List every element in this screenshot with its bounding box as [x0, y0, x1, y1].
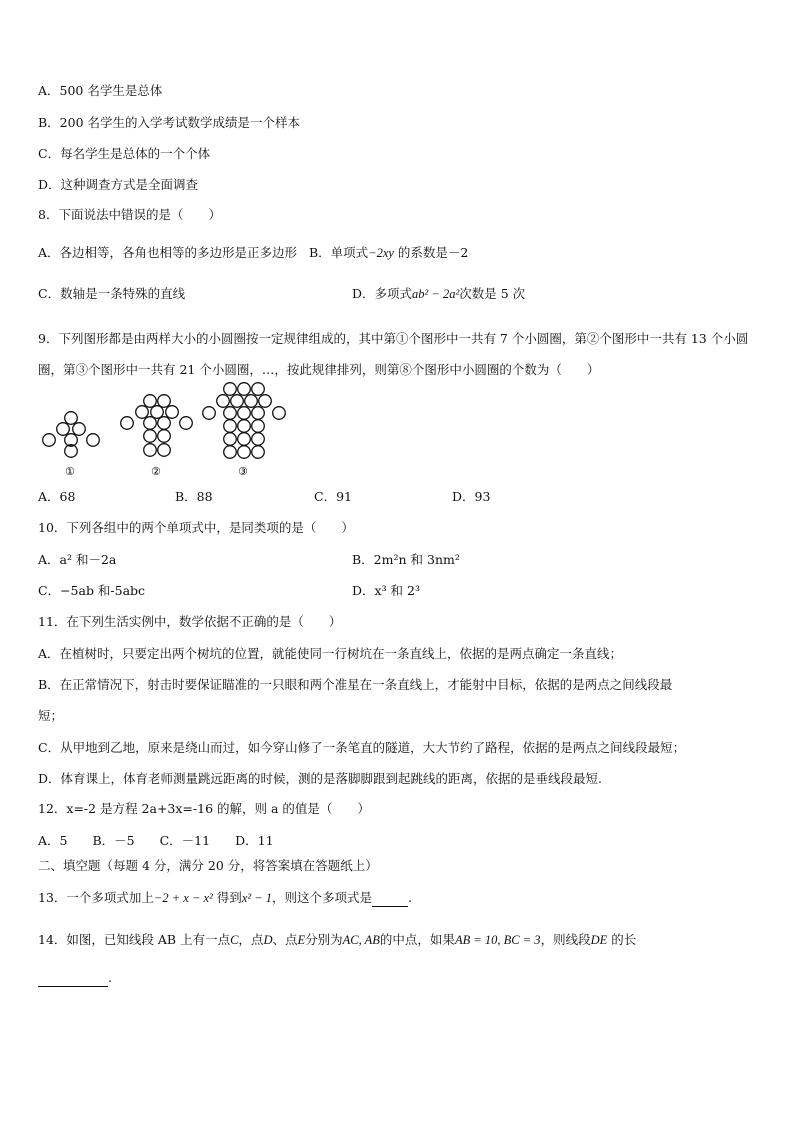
q7-option-d: D．这种调查方式是全面调查 — [38, 177, 199, 192]
q9-option-d: D．93 — [452, 489, 491, 504]
q13-text: 13．一个多项式加上 — [38, 890, 154, 905]
q10-option-d: D．x³ 和 2³ — [352, 583, 420, 598]
circle — [238, 407, 251, 420]
q10-option-a: A．a² 和－2a — [38, 552, 117, 567]
q14-math-values: AB = 10, BC = 3 — [454, 933, 541, 947]
q14-math-segments: AC, AB — [342, 933, 380, 947]
circle — [238, 433, 251, 446]
circle — [57, 423, 70, 436]
circle — [87, 434, 100, 447]
circle-pattern-figure — [38, 379, 292, 479]
circle — [158, 395, 171, 408]
q14-text-3: 、点 — [272, 932, 298, 947]
circle — [144, 395, 157, 408]
q11-option-b: B．在正常情况下，射击时要保证瞄准的一只眼和两个准星在一条直线上，才能射中目标，依据的是两点之间线段最 — [38, 677, 673, 692]
q8-option-b-math: −2xy — [368, 246, 394, 260]
q14 — [38, 932, 636, 948]
q13-text-post: ，则这个多项式是 — [272, 890, 373, 905]
q14-text-7: 的长 — [611, 932, 637, 947]
q13-text-mid: 得到 — [216, 890, 242, 905]
q8-option-d-tail: 次数是 5 次 — [459, 286, 526, 301]
circle — [144, 417, 157, 430]
circle — [43, 434, 56, 447]
q7-option-a: A．500 名学生是总体 — [38, 83, 163, 98]
q13-end: . — [408, 890, 413, 905]
q9-option-b: B．88 — [175, 489, 213, 504]
circle — [252, 383, 265, 396]
circle — [224, 433, 237, 446]
q14-math-c: C — [230, 933, 239, 947]
circle — [158, 417, 171, 430]
circle — [231, 395, 244, 408]
pattern-1 — [43, 412, 100, 458]
circle — [180, 417, 193, 430]
q8-options-row2 — [38, 286, 758, 302]
circle — [252, 420, 265, 433]
circle — [238, 383, 251, 396]
q8-option-d — [352, 286, 525, 302]
circle — [166, 406, 179, 419]
q8-option-b-tail: 的系数是－2 — [397, 245, 469, 260]
q13-math-addend: −2 + x − x² — [153, 891, 213, 905]
q7-option-c: C．每名学生是总体的一个个体 — [38, 146, 211, 161]
q14-text-2: ，点 — [238, 932, 264, 947]
circle — [259, 395, 272, 408]
circle — [252, 433, 265, 446]
q7-option-b: B．200 名学生的入学考试数学成绩是一个样本 — [38, 115, 301, 130]
q11-option-c: C．从甲地到乙地，原来是绕山而过，如今穿山修了一条笔直的隧道，大大节约了路程，依据的是两点之间线段最短； — [38, 740, 686, 755]
q8-option-b — [309, 245, 468, 260]
circle — [73, 423, 86, 436]
circle — [158, 444, 171, 457]
q10-option-c: C．−5ab 和-5abc — [38, 583, 146, 598]
circle — [144, 430, 157, 443]
q9-figure — [38, 379, 292, 479]
q9-option-c: C．91 — [314, 489, 352, 504]
q14-math-e: E — [297, 933, 306, 947]
circle — [273, 407, 286, 420]
pattern-3 — [203, 383, 286, 459]
q8-stem: 8．下面说法中错误的是（ ） — [38, 207, 221, 222]
answer-blank[interactable] — [372, 890, 408, 907]
circle — [203, 407, 216, 420]
circle — [224, 420, 237, 433]
circle — [252, 446, 265, 459]
q9-stem: 9．下列图形都是由两样大小的小圆圈按一定规律组成的，其中第①个图形中一共有 7 个小圆圈，第②个图形中一共有 13 个小圆圈，第③个图形中一共有 21 个小圆圈，…，按此规律排列，则第⑧个图形中小圆圈的个数为（ ） — [38, 331, 749, 377]
pattern-2 — [121, 395, 193, 457]
circle — [224, 383, 237, 396]
circle — [238, 446, 251, 459]
figure-label-3: ③ — [238, 465, 248, 478]
q8-options-row1 — [38, 245, 468, 261]
q8-option-a: A．各边相等，各角也相等的多边形是正多边形 — [38, 245, 298, 260]
q11-stem: 11．在下列生活实例中，数学依据不正确的是（ ） — [38, 614, 342, 629]
circle — [121, 417, 134, 430]
q10-stem: 10．下列各组中的两个单项式中，是同类项的是（ ） — [38, 520, 354, 535]
section-title: 二、填空题（每题 4 分，满分 20 分，将答案填在答题纸上） — [38, 858, 378, 873]
q11-option-a: A．在植树时，只要定出两个树坑的位置，就能使同一行树坑在一条直线上，依据的是两点确定一条直线； — [38, 646, 623, 661]
circle — [252, 407, 265, 420]
circle — [144, 444, 157, 457]
answer-blank[interactable] — [38, 970, 108, 987]
q14-text-6: ，则线段 — [540, 932, 591, 947]
circle — [217, 395, 230, 408]
q13 — [38, 890, 412, 907]
q11-option-d: D．体育课上，体育老师测量跳远距离的时候，测的是落脚脚跟到起跳线的距离，依据的是垂线段最短. — [38, 771, 602, 786]
q11-option-b-cont: 短； — [38, 708, 64, 723]
circle — [151, 406, 164, 419]
q8-option-d-text: D．多项式 — [352, 286, 413, 301]
q14-text-1: 14．如图，已知线段 AB 上有一点 — [38, 932, 231, 947]
q12-stem: 12．x=-2 是方程 2a+3x=-16 的解，则 a 的值是（ ） — [38, 801, 370, 816]
circle — [238, 420, 251, 433]
q13-math-result: x² − 1 — [241, 891, 273, 905]
q10-option-b: B．2m²n 和 3nm² — [352, 552, 460, 567]
q14-answer-line — [38, 970, 112, 987]
circle — [65, 412, 78, 425]
circle — [224, 407, 237, 420]
circle — [136, 406, 149, 419]
q8-option-b-text: B．单项式 — [308, 245, 369, 260]
q14-text-5: 的中点，如果 — [379, 932, 455, 947]
figure-label-1: ① — [65, 465, 75, 478]
q12-options: A．5 B．－5 C．－11 D．11 — [38, 833, 274, 848]
q10-options-row2 — [38, 583, 758, 599]
circle — [224, 446, 237, 459]
q14-math-d: D — [263, 933, 273, 947]
circle — [158, 430, 171, 443]
q14-math-de: DE — [590, 933, 608, 947]
q10-options-row1 — [38, 552, 758, 568]
q14-text-4: 分别为 — [305, 932, 343, 947]
q14-end: . — [108, 970, 112, 985]
figure-label-2: ② — [151, 465, 161, 478]
q9-option-a: A．68 — [38, 489, 76, 504]
circle — [245, 395, 258, 408]
q8-option-c: C．数轴是一条特殊的直线 — [38, 286, 186, 301]
q8-option-d-math: ab² − 2a² — [412, 287, 460, 301]
